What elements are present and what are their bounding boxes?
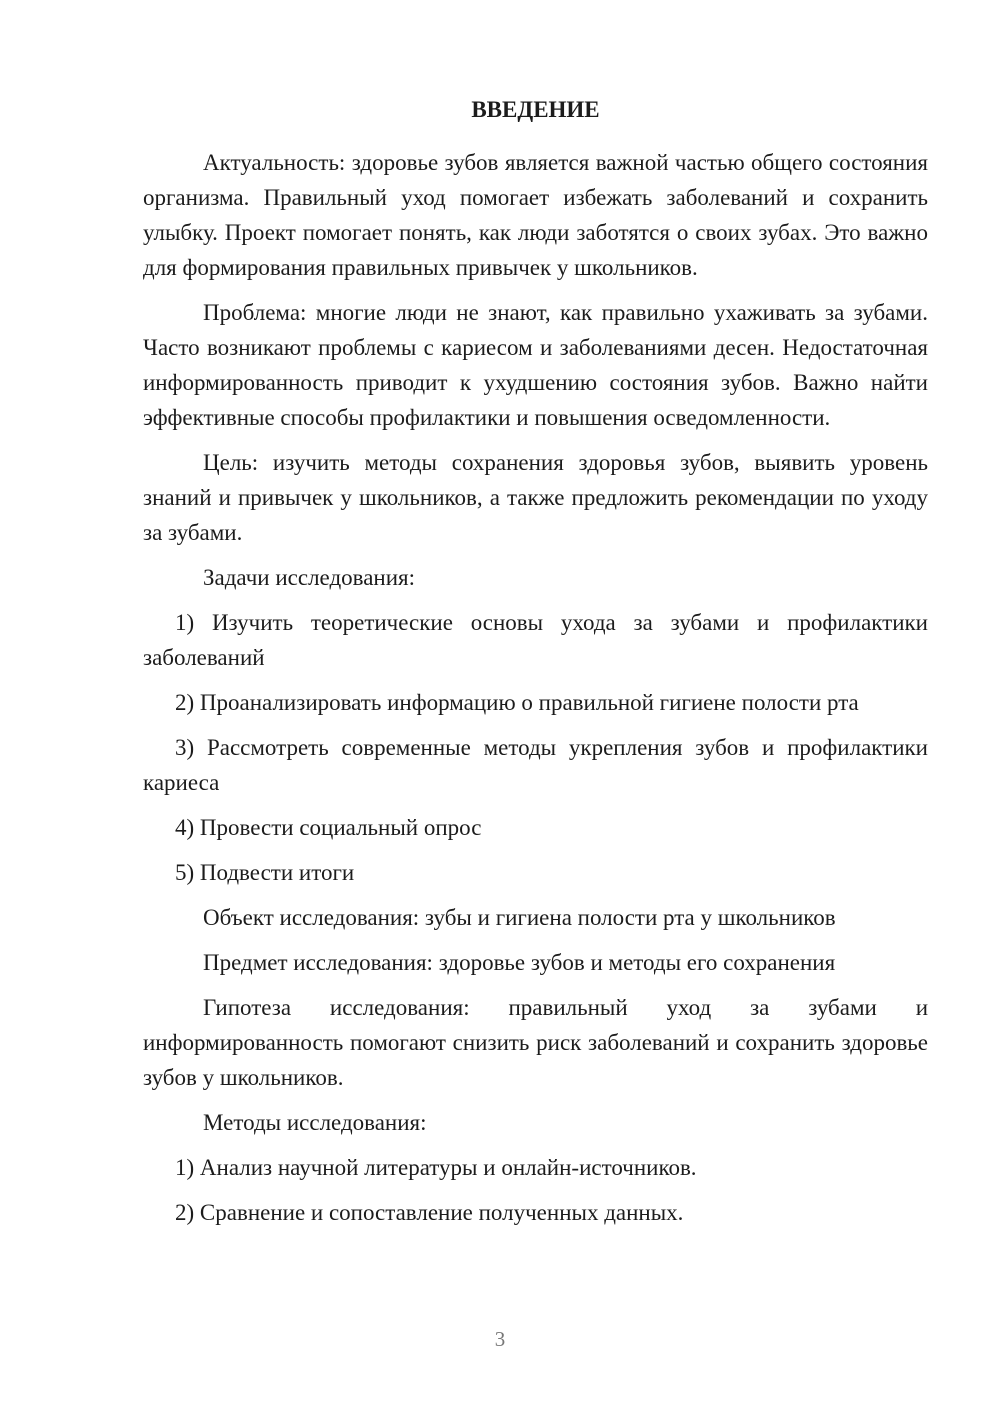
page-title: ВВЕДЕНИЕ [471, 97, 600, 122]
method-item-1: 1) Анализ научной литературы и онлайн-источников. [175, 1155, 697, 1180]
page-number: 3 [494, 1327, 506, 1351]
tasks-heading: Задачи исследования: [203, 565, 416, 590]
object-paragraph: Объект исследования: зубы и гигиена полости рта у школьников [203, 905, 836, 930]
method-item-2: 2) Сравнение и сопоставление полученных данных. [175, 1200, 684, 1225]
task-item-2: 2) Проанализировать информацию о правильной гигиене полости рта [175, 690, 859, 715]
problem-paragraph: Проблема: многие люди не знают, как правильно ухаживать за зубами. Часто возникают проблемы с кариесом и заболеваниями десен. Недостаточная информированность приводит к ухудшению состояния зубов. Важно найти эффективные способы профилактики и повышения осведомленности. [143, 300, 928, 430]
goal-paragraph: Цель: изучить методы сохранения здоровья зубов, выявить уровень знаний и привычек у школьников, а также предложить рекомендации по уходу за зубами. [143, 450, 928, 545]
relevance-paragraph: Актуальность: здоровье зубов является важной частью общего состояния организма. Правильный уход помогает избежать заболеваний и сохранить улыбку. Проект помогает понять, как люди заботятся о своих зубах. Это важно для формирования правильных привычек у школьников. [143, 150, 928, 280]
task-item-1: 1) Изучить теоретические основы ухода за зубами и профилактики заболеваний [143, 610, 928, 670]
hypothesis-paragraph: Гипотеза исследования: правильный уход за зубами и информированность помогают снизить риск заболеваний и сохранить здоровье зубов у школьников. [143, 995, 928, 1090]
methods-heading: Методы исследования: [203, 1110, 427, 1135]
task-item-5: 5) Подвести итоги [175, 860, 355, 885]
subject-paragraph: Предмет исследования: здоровье зубов и методы его сохранения [203, 950, 836, 975]
task-item-3: 3) Рассмотреть современные методы укрепления зубов и профилактики кариеса [143, 735, 928, 795]
document-page [143, 92, 928, 1240]
task-item-4: 4) Провести социальный опрос [175, 815, 482, 840]
